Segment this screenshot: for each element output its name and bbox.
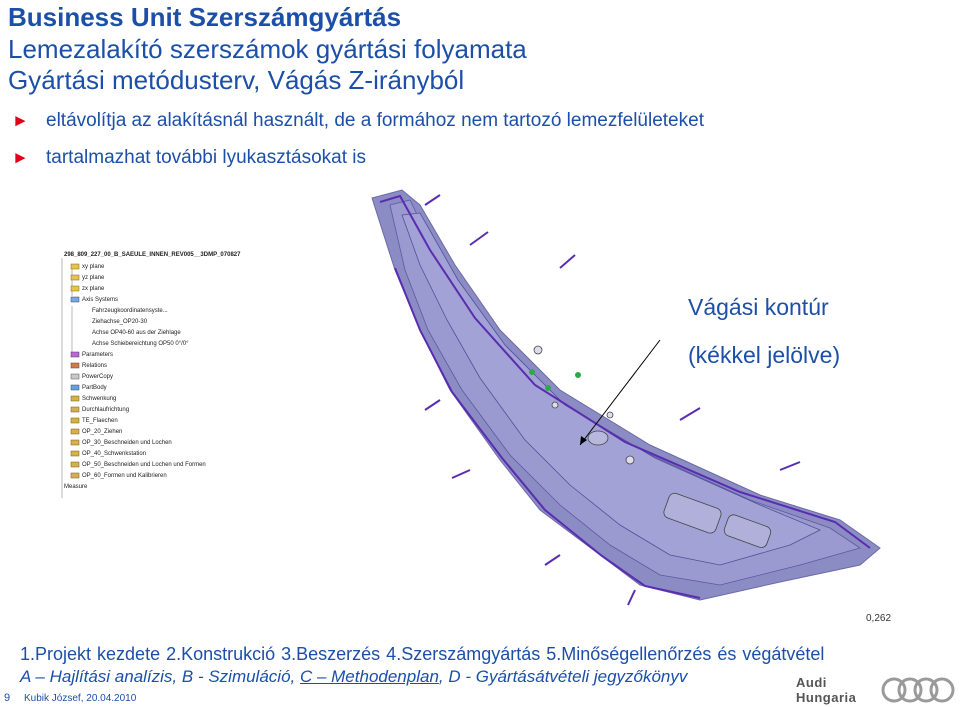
reference-marker	[545, 385, 551, 391]
pierce-hole	[534, 346, 542, 354]
pierce-hole	[588, 431, 608, 445]
tree-item[interactable]: Achse Schiebereichtung OP50 0°/0°	[92, 341, 189, 347]
tree-item[interactable]: TE_Flaechen	[82, 418, 118, 424]
tree-item[interactable]: OP_40_Schwenkstation	[82, 451, 147, 457]
scale-label: 0,262	[866, 613, 892, 624]
cut-tab	[560, 255, 575, 268]
page-number: 9	[4, 692, 11, 704]
tree-item[interactable]: Relations	[82, 363, 108, 369]
tree-item[interactable]: PowerCopy	[82, 374, 114, 380]
tree-item[interactable]: Achse OP40-60 aus der Ziehlage	[92, 330, 181, 336]
tree-item[interactable]: Ziehachse_OP20-30	[92, 319, 148, 325]
brand-name: Audi	[796, 675, 827, 690]
tree-item[interactable]: OP_20_Ziehen	[82, 429, 123, 435]
bullet-text: eltávolítja az alakításnál használt, de a formához nem tartozó lemezfelületeket	[46, 110, 704, 131]
tree-item[interactable]: Axis Systems	[82, 297, 119, 303]
tree-item[interactable]: OP_50_Beschneiden und Lochen und Formen	[82, 462, 206, 468]
cut-tab	[425, 195, 440, 205]
legend-c: C – Methodenplan	[299, 667, 439, 686]
page-title: Business Unit Szerszámgyártás	[8, 2, 402, 32]
bullet-text: tartalmazhat további lyukasztásokat is	[46, 147, 366, 168]
spec-tree-panel	[58, 250, 298, 510]
annotation-label: (kékkel jelölve)	[688, 342, 841, 368]
tree-root[interactable]: 298_809_227_00_B_SAEULE_INNEN_REV005__3DMP_070827	[64, 252, 241, 258]
cut-tab	[680, 408, 700, 420]
tree-item[interactable]: OP_60_Formen und Kalibrieren	[82, 473, 167, 479]
tree-item[interactable]: Measure	[64, 484, 88, 490]
tree-item[interactable]: Fahrzeugkoordinatensyste...	[92, 308, 168, 314]
tree-node-icon	[70, 263, 82, 495]
cut-tab	[470, 232, 488, 245]
brand-name-2: Hungaria	[796, 690, 857, 705]
pierce-hole	[607, 412, 613, 418]
legend-a: A – Hajlítási analízis, B - Szimuláció,	[20, 667, 300, 686]
audi-rings-logo	[880, 675, 958, 705]
author-date: Kubik József, 20.04.2010	[24, 693, 137, 704]
bullet-arrow-icon: ►	[12, 148, 29, 167]
pierce-hole	[552, 402, 558, 408]
tree-item[interactable]: zx plane	[82, 286, 105, 292]
tree-item[interactable]: Schwenkung	[82, 396, 117, 402]
tree-item[interactable]: PartBody	[82, 385, 107, 391]
cut-tab	[545, 555, 560, 565]
process-steps: 1.Projekt kezdete 2.Konstrukció 3.Beszerzés 4.Szerszámgyártás 5.Minőségellenőrzés és végátvétel	[20, 644, 825, 664]
tree-item[interactable]: xy plane	[82, 264, 105, 270]
cut-tab	[780, 462, 800, 470]
tree-item[interactable]: Parameters	[82, 352, 114, 358]
reference-marker	[529, 369, 535, 375]
cut-tab	[425, 400, 440, 410]
cut-tab	[628, 590, 635, 605]
reference-marker	[575, 372, 581, 378]
legend-text	[20, 667, 687, 687]
bullet-arrow-icon: ►	[12, 111, 29, 130]
page-subtitle: Lemezalakító szerszámok gyártási folyamata	[8, 34, 527, 64]
cut-tab	[452, 470, 470, 478]
tree-item[interactable]: Durchlaufrichtung	[82, 407, 130, 413]
tree-item[interactable]: yz plane	[82, 275, 105, 281]
tree-item[interactable]: OP_30_Beschneiden und Lochen	[82, 440, 172, 446]
page-subtitle-2: Gyártási metódusterv, Vágás Z-irányból	[8, 65, 465, 95]
pierce-hole	[626, 456, 634, 464]
annotation-label: Vágási kontúr	[688, 294, 829, 320]
legend-d: , D - Gyártásátvételi jegyzőkönyv	[438, 667, 688, 686]
